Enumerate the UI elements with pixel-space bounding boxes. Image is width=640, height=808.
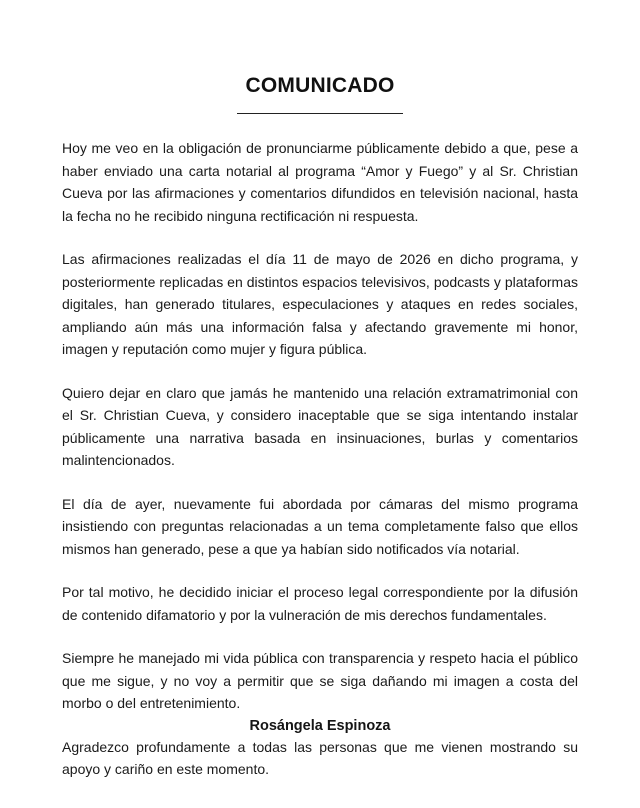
paragraph-2: Las afirmaciones realizadas el día 11 de mayo de 2026 en dicho programa, y posteriormente replicadas en distintos espacios televisivos, podcasts y plataformas digitales, han generado titulares, especulaciones y ataques en redes sociales, ampliando aún más una información falsa y afectando gravemente mi honor, imagen y reputación como mujer y figura pública. bbox=[62, 251, 578, 357]
document-title: COMUNICADO bbox=[245, 74, 395, 97]
paragraph-7: Agradezco profundamente a todas las personas que me vienen mostrando su apoyo y cariño en este momento. bbox=[62, 738, 578, 777]
paragraph-3: Quiero dejar en claro que jamás he mantenido una relación extramatrimonial con el Sr. Christian Cueva, y considero inaceptable que se siga intentando instalar públicamente una narrativa basada en insinuaciones, burlas y comentarios malintencionados. bbox=[62, 384, 578, 468]
paragraph-6: Siempre he manejado mi vida pública con transparencia y respeto hacia el público que me sigue, y no voy a permitir que se siga dañando mi imagen a costa del morbo o del entretenimiento. bbox=[62, 650, 578, 711]
paragraph-1: Hoy me veo en la obligación de pronunciarme públicamente debido a que, pese a haber enviado una carta notarial al programa “Amor y Fuego” y al Sr. Christian Cueva por las afirmaciones y comentarios difundidos en televisión nacional, hasta la fecha no he recibido ninguna rectificación ni respuesta. bbox=[62, 140, 578, 224]
paragraph-5: Por tal motivo, he decidido iniciar el proceso legal correspondiente por la difusión de contenido difamatorio y por la vulneración de mis derechos fundamentales. bbox=[62, 584, 578, 623]
document-body bbox=[62, 137, 578, 802]
title-underline bbox=[237, 113, 403, 114]
signature-name: Rosángela Espinoza bbox=[249, 718, 391, 734]
paragraph-4: El día de ayer, nuevamente fui abordada por cámaras del mismo programa insistiendo con preguntas relacionadas a un tema completamente falso que ellos mismos han generado, pese a que ya habían sido notificados vía notarial. bbox=[62, 495, 578, 557]
